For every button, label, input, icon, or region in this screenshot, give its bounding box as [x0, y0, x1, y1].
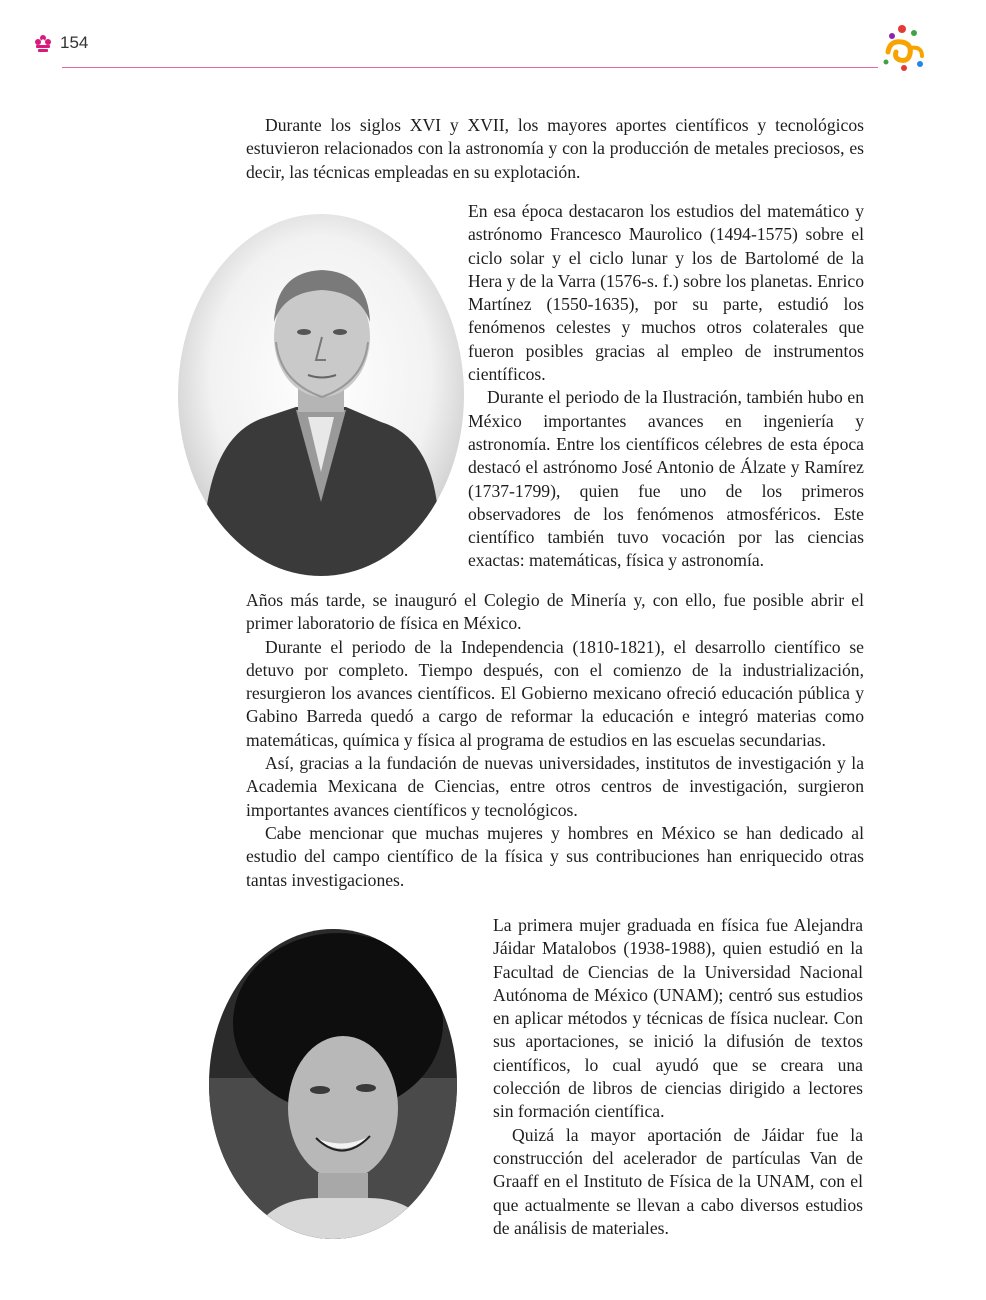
paragraph: En esa época destacaron los estudios del matemático y astrónomo Francesco Maurolico (1494-1575) sobre el ciclo solar y el ciclo lunar y los de Bartolomé de la Hera y de la Varra (1576-s. f.) sobre los planetas. Enrico Martínez (1550-1635), por su parte, estudió los fenómenos celestes y muchos otros colaterales que fueron posibles gracias al empleo de instrumentos científicos. [468, 201, 864, 385]
header-divider [62, 67, 878, 68]
flower-icon [33, 33, 53, 55]
paragraph: Durante el periodo de la Independencia (1810-1821), el desarrollo científico se detuvo por completo. Tiempo después, con el comienzo de la industrialización, resurgieron los avances científicos. El Gobierno mexicano ofreció educación pública y Gabino Barreda quedó a cargo de reformar la educación e integró materias como matemáticas, química y física al programa de estudios en las escuelas secundarias. [246, 636, 864, 750]
engraved-portrait-image [176, 212, 466, 578]
scientists-section-1 [468, 200, 864, 573]
paragraph: Quizá la mayor aportación de Jáidar fue la construcción del acelerador de partículas Van de Graaff en el Instituto de Física de la UNAM, con el que actualmente se llevan a cabo diversos estudios de análisis de materiales. [493, 1124, 863, 1238]
brand-logo-icon [880, 22, 928, 72]
scientists-section-2 [493, 914, 863, 1240]
paragraph: La primera mujer graduada en física fue Alejandra Jáidar Matalobos (1938-1988), quien estudió en la Facultad de Ciencias de la Universidad Nacional Autónoma de México (UNAM); centró sus estudios en aplicar métodos y técnicas de física nuclear. Con sus aportaciones, se inició la difusión de textos científicos, lo cual ayudó que se creara una colección de libros de ciencias dirigido a lectores sin formación científica. [493, 915, 863, 1122]
intro-paragraph: Durante los siglos XVI y XVII, los mayores aportes científicos y tecnológicos estuvieron relacionados con la astronomía y con la producción de metales preciosos, es decir, las técnicas empleadas en su explotación. [246, 115, 864, 182]
page-number: 154 [60, 33, 89, 52]
paragraph: Cabe mencionar que muchas mujeres y hombres en México se han dedicado al estudio del campo científico de la física y sus contribuciones han enriquecido otras tantas investigaciones. [246, 822, 864, 890]
paragraph: Así, gracias a la fundación de nuevas universidades, institutos de investigación y la Academia Mexicana de Ciencias, entre otros centros de investigación, surgieron importantes avances científicos y tecnológicos. [246, 753, 864, 820]
history-section [246, 589, 864, 892]
photo-portrait-image [208, 928, 458, 1241]
paragraph: Durante el periodo de la Ilustración, también hubo en México importantes avances en ingeniería y astronomía. Entre los científicos célebres de esta época destacó el astrónomo José Antonio de Álzate y Ramírez (1737-1799), quien fue uno de los primeros observadores de los fenómenos atmosféricos. Este científico también tuvo vocación por las ciencias exactas: matemáticas, física y astronomía. [468, 387, 864, 571]
paragraph: Años más tarde, se inauguró el Colegio de Minería y, con ello, fue posible abrir el primer laboratorio de física en México. [246, 590, 864, 634]
intro-text [246, 114, 864, 184]
